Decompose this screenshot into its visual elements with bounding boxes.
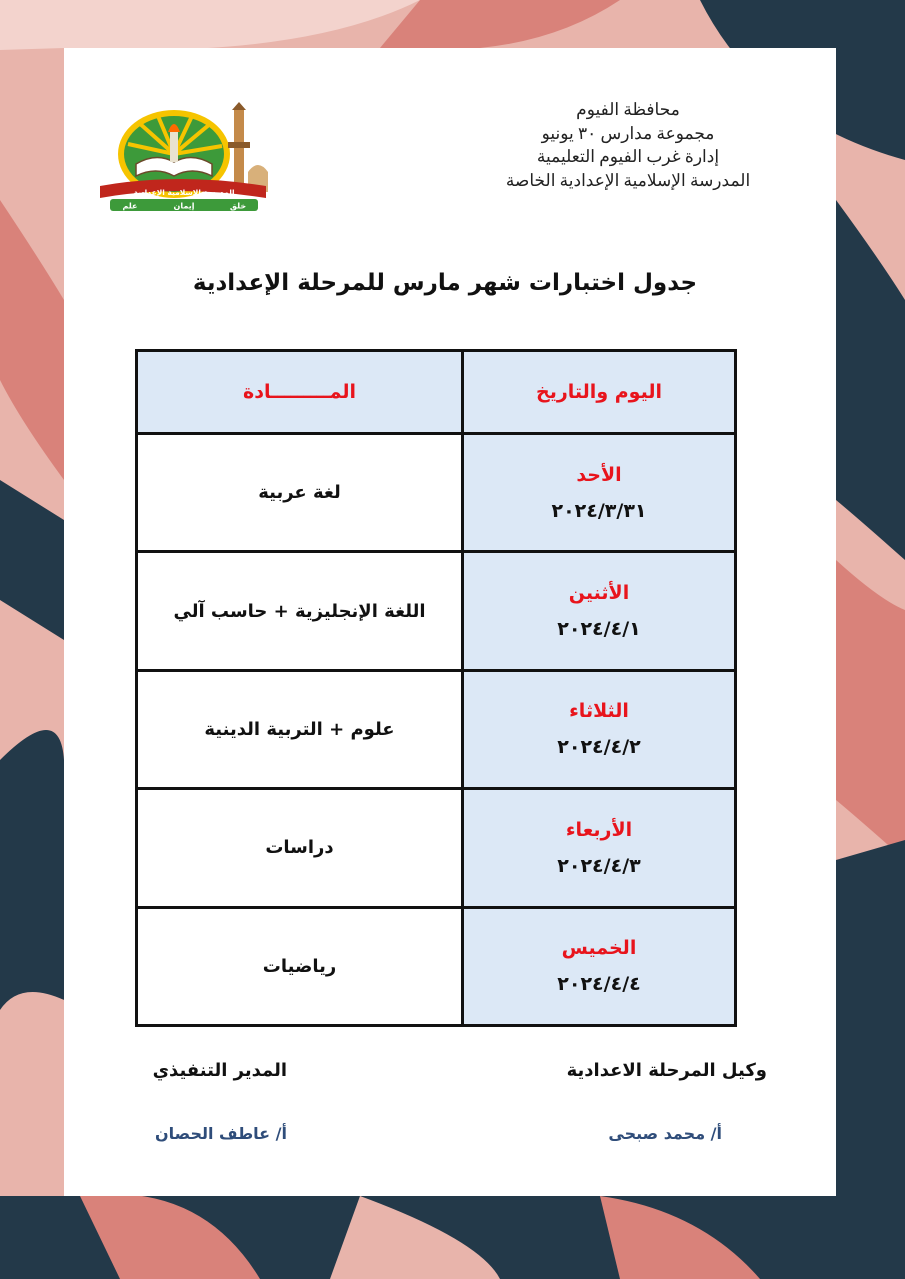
subject-cell: اللغة الإنجليزية + حاسب آلي xyxy=(137,552,463,670)
official-header xyxy=(463,98,793,192)
executive-director-title: المدير التنفيذي xyxy=(152,1060,287,1081)
header-school-name: المدرسة الإسلامية الإعدادية الخاصة xyxy=(505,170,751,190)
table-row xyxy=(137,670,736,788)
exam-date: ٢٠٢٤/٤/٢ xyxy=(557,736,641,759)
table-row xyxy=(137,434,736,552)
subject-cell: علوم + التربية الدينية xyxy=(137,670,463,788)
subject-cell: لغة عربية xyxy=(137,434,463,552)
day-name: الأحد xyxy=(576,463,622,486)
header-school-group: مجموعة مدارس ٣٠ يونيو xyxy=(541,123,715,143)
exam-schedule-table xyxy=(135,349,737,1027)
header-governorate: محافظة الفيوم xyxy=(576,100,680,119)
day-date-cell xyxy=(463,552,736,670)
table-row xyxy=(137,552,736,670)
day-date-cell xyxy=(463,907,736,1025)
header-subject: المـــــــــادة xyxy=(137,351,463,434)
logo-banner-text: المدرسة الإسلامية الإعدادية xyxy=(133,188,235,197)
table-header-row xyxy=(137,351,736,434)
exam-date: ٢٠٢٤/٤/٤ xyxy=(557,973,641,996)
vice-principal-title: وكيل المرحلة الاعدادية xyxy=(566,1060,767,1081)
header-day-date: اليوم والتاريخ xyxy=(463,351,736,434)
exam-date: ٢٠٢٤/٣/٣١ xyxy=(551,499,647,522)
table-row xyxy=(137,907,736,1025)
subject-cell: دراسات xyxy=(137,789,463,907)
day-date-cell xyxy=(463,670,736,788)
school-logo xyxy=(98,102,270,212)
executive-director-name: أ/ عاطف الحصان xyxy=(155,1124,287,1143)
exam-date: ٢٠٢٤/٤/٣ xyxy=(557,854,641,877)
logo-word-3: علم xyxy=(122,201,138,211)
day-name: الخميس xyxy=(561,937,637,960)
exam-date: ٢٠٢٤/٤/١ xyxy=(557,618,641,641)
day-name: الأثنين xyxy=(568,582,630,605)
day-name: الثلاثاء xyxy=(569,700,629,723)
logo-word-1: خلق xyxy=(229,201,247,211)
day-date-cell xyxy=(463,789,736,907)
vice-principal-name: أ/ محمد صبحى xyxy=(608,1124,722,1143)
day-date-cell xyxy=(463,434,736,552)
subject-cell: رياضيات xyxy=(137,907,463,1025)
page-title: جدول اختبارات شهر مارس للمرحلة الإعدادية xyxy=(192,270,698,296)
header-administration: إدارة غرب الفيوم التعليمية xyxy=(536,147,720,166)
day-name: الأربعاء xyxy=(565,818,633,841)
logo-word-2: إيمان xyxy=(173,201,195,211)
table-row xyxy=(137,789,736,907)
